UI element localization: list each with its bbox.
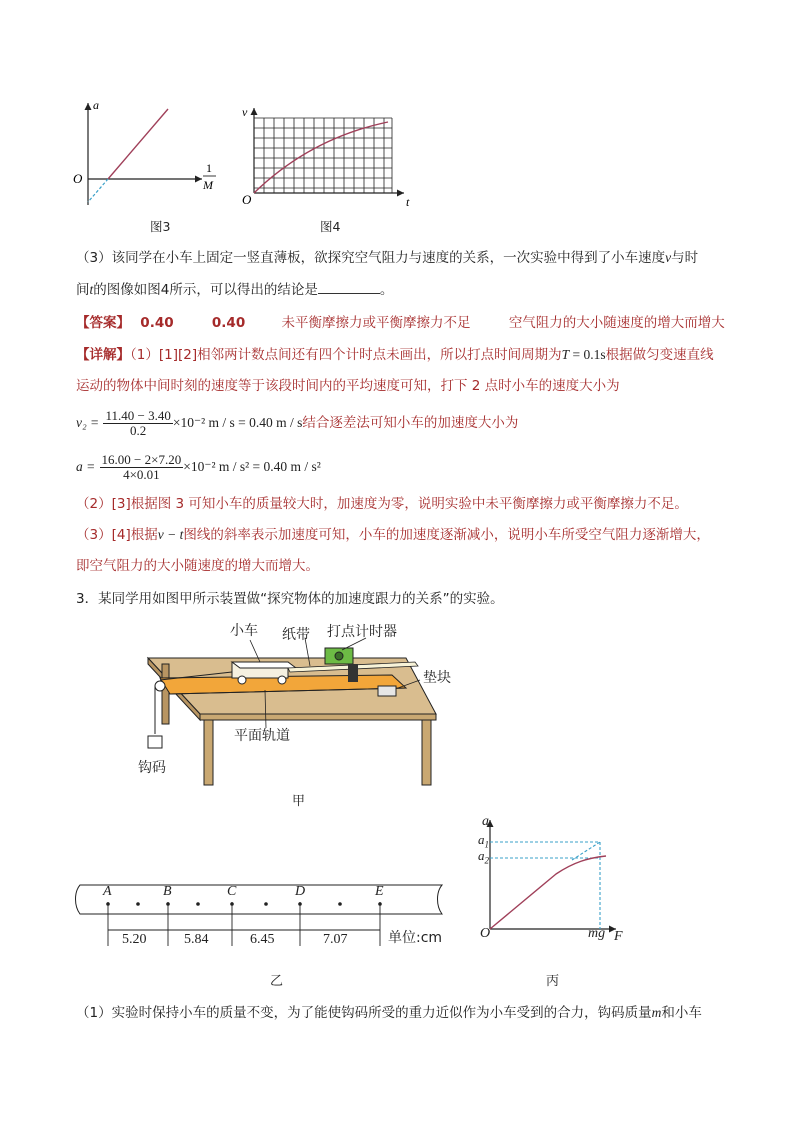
fig3-line	[108, 109, 168, 179]
point-A: A	[103, 884, 112, 899]
detail-line2: 运动的物体中间时刻的速度等于该段时间内的平均速度可知，打下 2 点时小车的速度大小为	[76, 378, 620, 394]
bing-mg-label: mg	[588, 926, 606, 941]
figure-bing	[476, 812, 636, 992]
label-cart: 小车	[230, 623, 258, 639]
fig4-grid	[254, 118, 392, 193]
distance-DE: 7.07	[323, 932, 348, 947]
pulley	[155, 681, 165, 691]
answer-line: 【答案】 0.40 0.40 未平衡摩擦力或平衡摩擦力不足 空气阻力的大小随速度的增大而增大	[76, 315, 725, 331]
detail-line6: 即空气阻力的大小随速度的增大而增大。	[76, 558, 319, 574]
distance-BC: 5.84	[184, 932, 209, 947]
table-leg	[204, 720, 213, 785]
q3-line1: （3）该同学在小车上固定一竖直薄板，欲探究空气阻力与速度的关系，一次实验中得到了小车速度v与时	[76, 250, 699, 266]
figure-4-caption: 图4	[320, 219, 341, 234]
bing-curve	[490, 856, 606, 929]
figure-4	[240, 98, 420, 238]
answer-blank	[318, 281, 380, 294]
fig3-origin: O	[73, 171, 83, 186]
tape-outline	[76, 885, 443, 914]
label-timer: 打点计时器	[327, 624, 397, 640]
bing-origin: O	[480, 926, 491, 941]
fig3-x-num: 1	[206, 161, 212, 175]
label-block: 垫块	[423, 670, 451, 686]
figure-bing-caption: 丙	[546, 974, 560, 989]
fig4-x-label: t	[406, 195, 410, 209]
distance-CD: 6.45	[250, 932, 275, 947]
label-weight: 钩码	[138, 760, 166, 776]
point-D: D	[295, 884, 306, 899]
detail-line4: （2）[3]根据图 3 可知小车的质量较大时，加速度为零，说明实验中未平衡摩擦力或平衡摩擦力不足。	[76, 496, 688, 512]
tape-unit: 单位:cm	[388, 930, 443, 946]
figure-jia-caption: 甲	[292, 794, 306, 809]
fig4-y-label: v	[242, 105, 248, 119]
detail-line5: （3）[4]根据v − t图线的斜率表示加速度可知，小车的加速度逐渐减小，说明小车所受空气阻力逐渐增大，	[76, 527, 710, 543]
figure-3-caption: 图3	[150, 219, 171, 234]
point-B: B	[163, 884, 172, 899]
detail-v2-equation: v₂ = $\frac{11.40 - 3.40}{0.2}$ ×10⁻² m / s = 0.40 m / s结合逐差法可知小车的加速度大小为	[76, 407, 519, 438]
fig3-x-den: M	[203, 178, 213, 192]
bing-a1-label: $a_1$	[478, 832, 489, 850]
hook-weight	[148, 736, 162, 748]
apparatus-drawing	[130, 618, 470, 818]
figure-yi-caption: 乙	[270, 974, 284, 989]
point-E: E	[375, 884, 384, 899]
q1-line: （1）实验时保持小车的质量不变，为了能使钩码所受的重力近似作为小车受到的合力，钩码质量m和小车	[76, 1005, 702, 1021]
bing-y-label: a	[482, 814, 489, 829]
bing-x-label: F	[614, 929, 623, 944]
detail-a-equation: a = $\frac{16.00 - 2\times 7.20}{4\times 0.01}$ ×10⁻² m / s² = 0.40 m / s²	[76, 451, 321, 482]
label-tape: 纸带	[282, 627, 310, 643]
figure-yi	[70, 880, 450, 990]
figure-3	[70, 95, 230, 235]
question-3-title: 3．某同学用如图甲所示装置做“探究物体的加速度跟力的关系”的实验。	[76, 591, 504, 607]
bing-a2-label: $a_2$	[478, 848, 489, 866]
q3-line2: 间t的图像如图4所示，可以得出的结论是 。	[76, 282, 394, 298]
fig3-extrapolation	[88, 179, 108, 202]
detail-line1: 【详解】（1）[1][2]相邻两计数点间还有四个计时点未画出，所以打点时间周期为T = 0.1s根据做匀变速直线	[76, 347, 714, 363]
distance-AB: 5.20	[122, 932, 147, 947]
fig4-origin: O	[242, 192, 252, 207]
figure-bing-plot	[476, 812, 636, 952]
fig3-y-label: a	[93, 98, 99, 112]
point-C: C	[227, 884, 237, 899]
block	[378, 686, 396, 696]
figure-jia	[130, 618, 470, 818]
label-track: 平面轨道	[234, 728, 290, 744]
figure-3-plot	[70, 95, 230, 235]
tape-dots	[106, 902, 382, 906]
